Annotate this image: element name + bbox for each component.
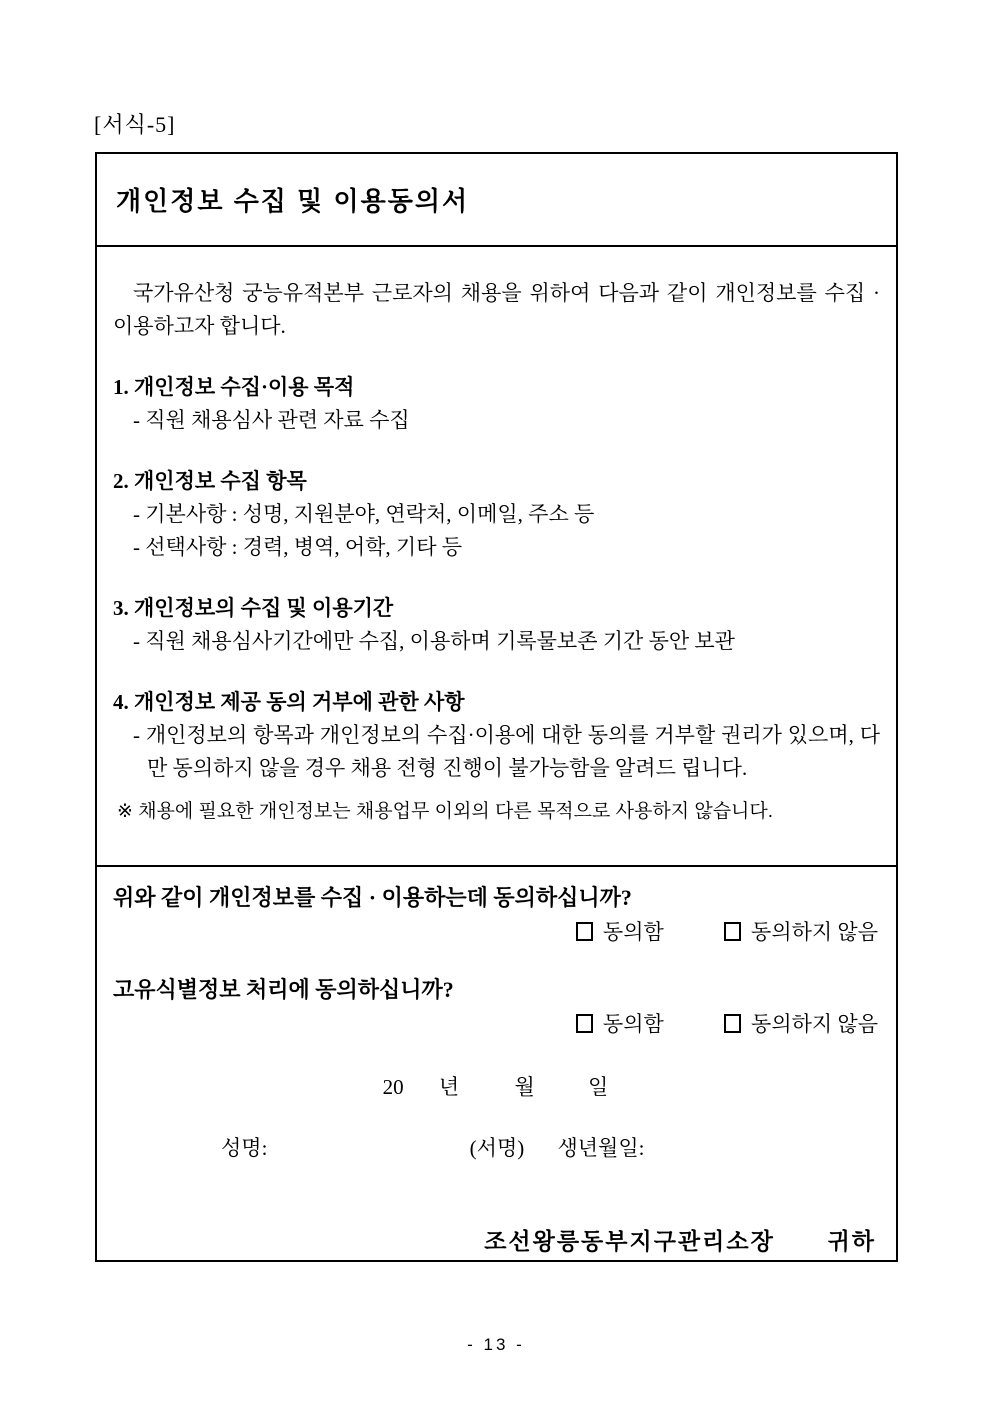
date-line <box>113 1071 878 1104</box>
signature-label: (서명) <box>469 1136 525 1160</box>
page-number: - 13 - <box>467 1335 525 1354</box>
consent-question-1: 위와 같이 개인정보를 수집 · 이용하는데 동의하십니까? <box>113 885 632 910</box>
consent-2-options <box>113 1008 878 1041</box>
agree-label: 동의함 <box>602 920 664 944</box>
section-purpose <box>113 371 880 437</box>
consent-2-agree-option[interactable] <box>576 1008 664 1041</box>
agree-checkbox[interactable] <box>576 922 593 941</box>
disagree-checkbox[interactable] <box>724 922 741 941</box>
consent-2-disagree-option[interactable] <box>724 1008 878 1041</box>
consent-area <box>97 865 896 1258</box>
date-year-label: 년 <box>438 1075 460 1099</box>
date-year-prefix: 20 <box>382 1075 404 1099</box>
disagree-checkbox[interactable] <box>724 1014 741 1033</box>
signature-line <box>113 1132 878 1165</box>
disagree-label: 동의하지 않음 <box>751 920 878 944</box>
section-item: - 직원 채용심사 관련 자료 수집 <box>133 408 410 432</box>
section-heading: 4. 개인정보 제공 동의 거부에 관한 사항 <box>113 690 465 714</box>
date-day-label: 일 <box>588 1075 609 1099</box>
recipient-org: 조선왕릉동부지구관리소장 <box>484 1229 775 1254</box>
section-item: - 선택사항 : 경력, 병역, 어학, 기타 등 <box>133 535 463 559</box>
agree-label: 동의함 <box>602 1012 664 1036</box>
title-row <box>97 154 896 247</box>
consent-form-box <box>95 152 898 1262</box>
consent-1-agree-option[interactable] <box>576 916 664 949</box>
name-field-label: 성명: <box>221 1136 268 1160</box>
section-heading: 2. 개인정보 수집 항목 <box>113 469 307 493</box>
section-item: - 개인정보의 항목과 개인정보의 수집·이용에 대한 동의를 거부할 권리가 있으며, 다만 동의하지 않을 경우 채용 전형 진행이 불가능함을 알려드 립니다. <box>133 723 880 780</box>
usage-notice: ※ 채용에 필요한 개인정보는 채용업무 이외의 다른 목적으로 사용하지 않습니다. <box>117 801 774 822</box>
section-items-collected <box>113 465 880 564</box>
recipient-honorific: 귀하 <box>827 1229 876 1254</box>
section-retention-period <box>113 592 880 658</box>
disagree-label: 동의하지 않음 <box>751 1012 878 1036</box>
section-heading: 3. 개인정보의 수집 및 이용기간 <box>113 596 394 620</box>
consent-1-options <box>113 916 878 949</box>
form-code-label: [서식-5] <box>94 112 176 137</box>
section-refusal-rights <box>113 686 880 785</box>
section-heading: 1. 개인정보 수집·이용 목적 <box>113 375 355 399</box>
section-item: - 직원 채용심사기간에만 수집, 이용하며 기록물보존 기간 동안 보관 <box>133 629 735 653</box>
recipient-line <box>113 1225 878 1258</box>
birthdate-field-label: 생년월일: <box>557 1136 645 1160</box>
document-body <box>97 247 896 865</box>
intro-paragraph: 국가유산청 궁능유적본부 근로자의 채용을 위하여 다음과 같이 개인정보를 수집 · 이용하고자 합니다. <box>113 281 880 338</box>
consent-1-disagree-option[interactable] <box>724 916 878 949</box>
page-title: 개인정보 수집 및 이용동의서 <box>116 186 470 216</box>
consent-question-2: 고유식별정보 처리에 동의하십니까? <box>113 977 454 1002</box>
agree-checkbox[interactable] <box>576 1014 593 1033</box>
section-item: - 기본사항 : 성명, 지원분야, 연락처, 이메일, 주소 등 <box>133 502 595 526</box>
date-month-label: 월 <box>514 1075 535 1099</box>
